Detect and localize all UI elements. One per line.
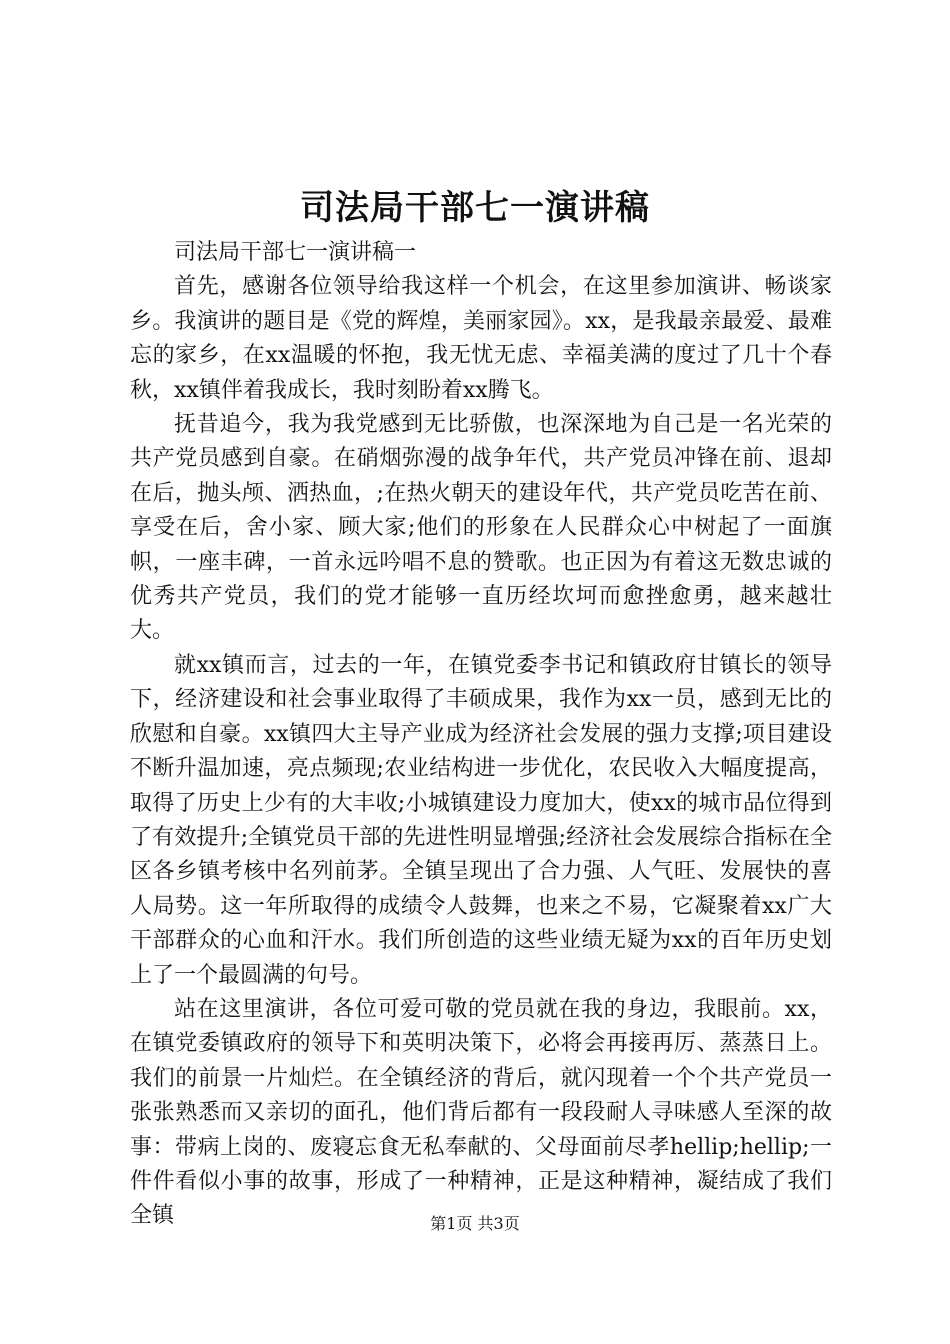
document-body <box>130 236 832 1234</box>
body-paragraph-1: 首先，感谢各位领导给我这样一个机会，在这里参加演讲、畅谈家乡。我演讲的题目是《党的辉煌，美丽家园》。xx，是我最亲最爱、最难忘的家乡，在xx温暖的怀抱，我无忧无虑、幸福美满的度过了几十个春秋，xx镇伴着我成长，我时刻盼着xx腾飞。 <box>130 274 832 403</box>
document-title: 司法局干部七一演讲稿 <box>300 188 650 228</box>
page-number-footer: 第1页 共3页 <box>430 1214 520 1233</box>
document-subtitle: 司法局干部七一演讲稿一 <box>174 240 417 265</box>
body-paragraph-4: 站在这里演讲，各位可爱可敬的党员就在我的身边，我眼前。xx，在镇党委镇政府的领导下和英明决策下，必将会再接再厉、蒸蒸日上。我们的前景一片灿烂。在全镇经济的背后，就闪现着一个个共产党员一张张熟悉而又亲切的面孔，他们背后都有一段段耐人寻味感人至深的故事：带病上岗的、废寝忘食无私奉献的、父母面前尽孝hellip;hellip;一件件看似小事的故事，形成了一种精神，正是这种精神，凝结成了我们全镇 <box>130 996 832 1229</box>
body-paragraph-2: 抚昔追今，我为我党感到无比骄傲，也深深地为自己是一名光荣的共产党员感到自豪。在硝烟弥漫的战争年代，共产党员冲锋在前、退却在后，抛头颅、洒热血，;在热火朝天的建设年代，共产党员吃苦在前、享受在后，舍小家、顾大家;他们的形象在人民群众心中树起了一面旗帜，一座丰碑，一首永远吟唱不息的赞歌。也正因为有着这无数忠诚的优秀共产党员，我们的党才能够一直历经坎坷而愈挫愈勇，越来越壮大。 <box>130 412 832 644</box>
body-paragraph-3: 就xx镇而言，过去的一年，在镇党委李书记和镇政府甘镇长的领导下，经济建设和社会事业取得了丰硕成果，我作为xx一员，感到无比的欣慰和自豪。xx镇四大主导产业成为经济社会发展的强力支撑;项目建设不断升温加速，亮点频现;农业结构进一步优化，农民收入大幅度提高，取得了历史上少有的大丰收;小城镇建设力度加大，使xx的城市品位得到了有效提升;全镇党员干部的先进性明显增强;经济社会发展综合指标在全区各乡镇考核中名列前茅。全镇呈现出了合力强、人气旺、发展快的喜人局势。这一年所取得的成绩令人鼓舞，也来之不易，它凝聚着xx广大干部群众的心血和汗水。我们所创造的这些业绩无疑为xx的百年历史划上了一个最圆满的句号。 <box>130 652 832 988</box>
